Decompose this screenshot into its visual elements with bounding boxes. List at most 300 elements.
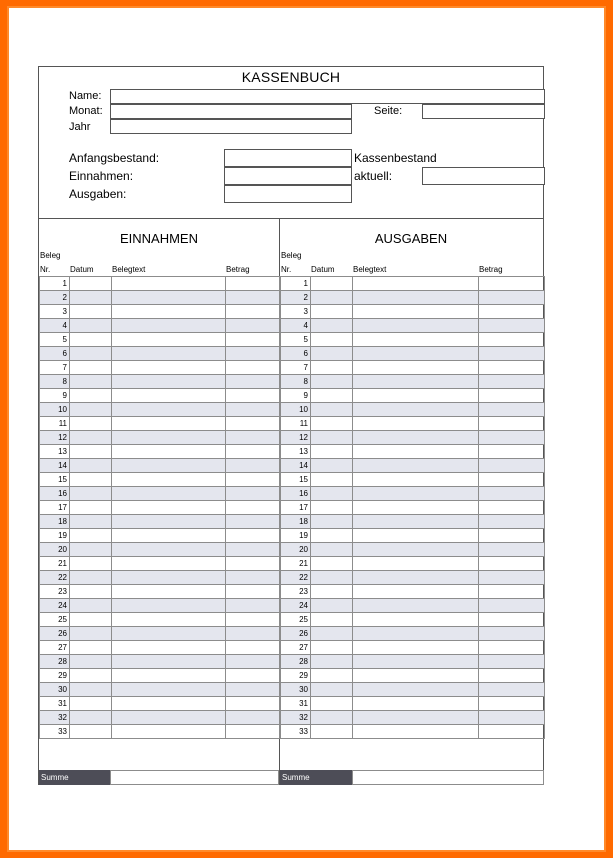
ausgaben-table-row [281, 571, 545, 585]
ausgaben-betrag-cell[interactable] [479, 445, 545, 459]
einnahmen-betrag-cell[interactable] [226, 487, 280, 501]
ausgaben-row-number: 22 [281, 571, 311, 585]
ausgaben-betrag-cell[interactable] [479, 347, 545, 361]
einnahmen-belegtext-cell[interactable] [112, 613, 226, 627]
ausgaben-datum-cell[interactable] [311, 585, 353, 599]
einnahmen-betrag-cell[interactable] [226, 613, 280, 627]
einnahmen-betrag-cell[interactable] [226, 543, 280, 557]
einnahmen-datum-cell[interactable] [70, 585, 112, 599]
einnahmen-belegtext-cell[interactable] [112, 515, 226, 529]
einnahmen-row-number: 18 [40, 515, 70, 529]
einnahmen-row-number: 16 [40, 487, 70, 501]
einnahmen-datum-cell[interactable] [70, 599, 112, 613]
einnahmen-datum-cell[interactable] [70, 529, 112, 543]
ausgaben-table [280, 276, 545, 739]
ausgaben-datum-cell[interactable] [311, 347, 353, 361]
ausgaben-betrag-cell[interactable] [479, 403, 545, 417]
einnahmen-betrag-cell[interactable] [226, 655, 280, 669]
einnahmen-row-number: 3 [40, 305, 70, 319]
ausgaben-belegtext-cell[interactable] [353, 557, 479, 571]
einnahmen-datum-cell[interactable] [70, 277, 112, 291]
ausgaben-betrag-cell[interactable] [479, 557, 545, 571]
ausgaben-belegtext-cell[interactable] [353, 291, 479, 305]
einnahmen-betrag-cell[interactable] [226, 501, 280, 515]
einnahmen-belegtext-cell[interactable] [112, 697, 226, 711]
ausgaben-row-number: 25 [281, 613, 311, 627]
ausgaben-betrag-cell[interactable] [479, 543, 545, 557]
einnahmen-belegtext-cell[interactable] [112, 431, 226, 445]
einnahmen-belegtext-cell[interactable] [112, 501, 226, 515]
ausgaben-belegtext-cell[interactable] [353, 515, 479, 529]
ausgaben-row-number: 19 [281, 529, 311, 543]
einnahmen-datum-cell[interactable] [70, 501, 112, 515]
ausgaben-datum-cell[interactable] [311, 417, 353, 431]
einnahmen-belegtext-cell[interactable] [112, 599, 226, 613]
einnahmen-table-row [40, 431, 280, 445]
einnahmen-betrag-cell[interactable] [226, 669, 280, 683]
anfangsbestand-field[interactable] [224, 149, 352, 167]
einnahmen-betrag-cell[interactable] [226, 683, 280, 697]
ausgaben-row-number: 30 [281, 683, 311, 697]
ausgaben-datum-cell[interactable] [311, 627, 353, 641]
einnahmen-belegtext-cell[interactable] [112, 389, 226, 403]
einnahmen-datum-cell[interactable] [70, 291, 112, 305]
ausgaben-table-row [281, 305, 545, 319]
einnahmen-betrag-cell[interactable] [226, 305, 280, 319]
einnahmen-betrag-cell[interactable] [226, 697, 280, 711]
einnahmen-betrag-cell[interactable] [226, 417, 280, 431]
ausgaben-sum-field[interactable] [224, 185, 352, 203]
einnahmen-betrag-cell[interactable] [226, 319, 280, 333]
einnahmen-table-row [40, 417, 280, 431]
ausgaben-betrag-cell[interactable] [479, 431, 545, 445]
ausgaben-belegtext-cell[interactable] [353, 333, 479, 347]
einnahmen-datum-cell[interactable] [70, 543, 112, 557]
einnahmen-belegtext-cell[interactable] [112, 669, 226, 683]
ausgaben-datum-cell[interactable] [311, 655, 353, 669]
einnahmen-table-row [40, 669, 280, 683]
ausgaben-table-row [281, 389, 545, 403]
ausgaben-betrag-cell[interactable] [479, 529, 545, 543]
ausgaben-table-row [281, 585, 545, 599]
ausgaben-table-row [281, 459, 545, 473]
ausgaben-datum-cell[interactable] [311, 529, 353, 543]
ausgaben-datum-cell[interactable] [311, 557, 353, 571]
ausgaben-datum-cell[interactable] [311, 641, 353, 655]
ausgaben-datum-cell[interactable] [311, 277, 353, 291]
ausgaben-row-number: 33 [281, 725, 311, 739]
einnahmen-row-number: 21 [40, 557, 70, 571]
ausgaben-betrag-cell[interactable] [479, 571, 545, 585]
ausgaben-betrag-cell[interactable] [479, 641, 545, 655]
einnahmen-betrag-cell[interactable] [226, 515, 280, 529]
einnahmen-table-row [40, 683, 280, 697]
ausgaben-belegtext-cell[interactable] [353, 613, 479, 627]
einnahmen-table-row [40, 501, 280, 515]
einnahmen-datum-cell[interactable] [70, 305, 112, 319]
ausgaben-col-nr: Nr. [281, 265, 292, 274]
ausgaben-datum-cell[interactable] [311, 361, 353, 375]
ausgaben-betrag-cell[interactable] [479, 669, 545, 683]
einnahmen-belegtext-cell[interactable] [112, 459, 226, 473]
ausgaben-datum-cell[interactable] [311, 543, 353, 557]
einnahmen-datum-cell[interactable] [70, 375, 112, 389]
einnahmen-belegtext-cell[interactable] [112, 571, 226, 585]
einnahmen-belegtext-cell[interactable] [112, 543, 226, 557]
ausgaben-betrag-cell[interactable] [479, 683, 545, 697]
ausgaben-table-row [281, 501, 545, 515]
ausgaben-row-number: 5 [281, 333, 311, 347]
einnahmen-datum-cell[interactable] [70, 361, 112, 375]
ausgaben-datum-cell[interactable] [311, 333, 353, 347]
einnahmen-table-row [40, 711, 280, 725]
einnahmen-datum-cell[interactable] [70, 641, 112, 655]
monat-field[interactable] [110, 104, 352, 119]
einnahmen-belegtext-cell[interactable] [112, 361, 226, 375]
ausgaben-betrag-cell[interactable] [479, 627, 545, 641]
einnahmen-row-number: 11 [40, 417, 70, 431]
ausgaben-belegtext-cell[interactable] [353, 347, 479, 361]
einnahmen-belegtext-cell[interactable] [112, 557, 226, 571]
ausgaben-row-number: 23 [281, 585, 311, 599]
einnahmen-sum-label: Einnahmen: [69, 169, 134, 183]
ausgaben-table-row [281, 445, 545, 459]
ausgaben-row-number: 28 [281, 655, 311, 669]
einnahmen-betrag-cell[interactable] [226, 473, 280, 487]
ausgaben-table-row [281, 557, 545, 571]
einnahmen-table-row [40, 361, 280, 375]
name-field[interactable] [110, 89, 545, 104]
ausgaben-betrag-cell[interactable] [479, 305, 545, 319]
einnahmen-col-datum: Datum [70, 265, 94, 274]
ausgaben-belegtext-cell[interactable] [353, 543, 479, 557]
ausgaben-table-row [281, 683, 545, 697]
einnahmen-row-number: 20 [40, 543, 70, 557]
ausgaben-datum-cell[interactable] [311, 403, 353, 417]
ausgaben-betrag-cell[interactable] [479, 333, 545, 347]
ausgaben-datum-cell[interactable] [311, 711, 353, 725]
einnahmen-belegtext-cell[interactable] [112, 473, 226, 487]
ausgaben-betrag-cell[interactable] [479, 389, 545, 403]
einnahmen-betrag-cell[interactable] [226, 627, 280, 641]
ausgaben-belegtext-cell[interactable] [353, 361, 479, 375]
ausgaben-belegtext-cell[interactable] [353, 697, 479, 711]
einnahmen-table-row [40, 725, 280, 739]
ausgaben-belegtext-cell[interactable] [353, 277, 479, 291]
einnahmen-datum-cell[interactable] [70, 459, 112, 473]
einnahmen-datum-cell[interactable] [70, 613, 112, 627]
ausgaben-belegtext-cell[interactable] [353, 417, 479, 431]
einnahmen-col-nr: Nr. [40, 265, 51, 274]
kassenbestand-field[interactable] [422, 167, 545, 185]
einnahmen-betrag-cell[interactable] [226, 375, 280, 389]
monat-label: Monat: [69, 105, 103, 117]
ausgaben-betrag-cell[interactable] [479, 585, 545, 599]
ausgaben-belegtext-cell[interactable] [353, 655, 479, 669]
einnahmen-belegtext-cell[interactable] [112, 403, 226, 417]
ausgaben-table-row [281, 655, 545, 669]
einnahmen-betrag-cell[interactable] [226, 445, 280, 459]
ausgaben-belegtext-cell[interactable] [353, 711, 479, 725]
ausgaben-belegtext-cell[interactable] [353, 585, 479, 599]
ausgaben-belegtext-cell[interactable] [353, 459, 479, 473]
ausgaben-datum-cell[interactable] [311, 571, 353, 585]
einnahmen-betrag-cell[interactable] [226, 403, 280, 417]
einnahmen-table-row [40, 627, 280, 641]
einnahmen-datum-cell[interactable] [70, 725, 112, 739]
ausgaben-table-row [281, 641, 545, 655]
ausgaben-belegtext-cell[interactable] [353, 473, 479, 487]
einnahmen-betrag-cell[interactable] [226, 599, 280, 613]
ausgaben-row-number: 32 [281, 711, 311, 725]
ausgaben-table-row [281, 487, 545, 501]
ausgaben-belegtext-cell[interactable] [353, 501, 479, 515]
ausgaben-betrag-cell[interactable] [479, 473, 545, 487]
ausgaben-sum-label: Ausgaben: [69, 187, 127, 201]
ausgaben-betrag-cell[interactable] [479, 599, 545, 613]
ausgaben-belegtext-cell[interactable] [353, 431, 479, 445]
einnahmen-table-row [40, 641, 280, 655]
ausgaben-datum-cell[interactable] [311, 613, 353, 627]
einnahmen-datum-cell[interactable] [70, 319, 112, 333]
einnahmen-betrag-cell[interactable] [226, 529, 280, 543]
einnahmen-belegtext-cell[interactable] [112, 347, 226, 361]
einnahmen-belegtext-cell[interactable] [112, 683, 226, 697]
einnahmen-betrag-cell[interactable] [226, 725, 280, 739]
ausgaben-belegtext-cell[interactable] [353, 627, 479, 641]
ausgaben-row-number: 26 [281, 627, 311, 641]
einnahmen-row-number: 5 [40, 333, 70, 347]
einnahmen-betrag-cell[interactable] [226, 557, 280, 571]
ausgaben-table-row [281, 277, 545, 291]
ausgaben-betrag-cell[interactable] [479, 361, 545, 375]
ausgaben-belegtext-cell[interactable] [353, 641, 479, 655]
ausgaben-betrag-cell[interactable] [479, 375, 545, 389]
einnahmen-betrag-cell[interactable] [226, 361, 280, 375]
ausgaben-betrag-cell[interactable] [479, 515, 545, 529]
einnahmen-belegtext-cell[interactable] [112, 445, 226, 459]
einnahmen-table-row [40, 277, 280, 291]
ausgaben-belegtext-cell[interactable] [353, 669, 479, 683]
ausgaben-table-row [281, 627, 545, 641]
einnahmen-belegtext-cell[interactable] [112, 487, 226, 501]
ausgaben-table-row [281, 473, 545, 487]
einnahmen-row-number: 2 [40, 291, 70, 305]
ausgaben-betrag-cell[interactable] [479, 459, 545, 473]
section-divider [39, 218, 543, 219]
einnahmen-table-row [40, 697, 280, 711]
einnahmen-belegtext-cell[interactable] [112, 725, 226, 739]
einnahmen-row-number: 15 [40, 473, 70, 487]
einnahmen-datum-cell[interactable] [70, 473, 112, 487]
ausgaben-datum-cell[interactable] [311, 389, 353, 403]
einnahmen-datum-cell[interactable] [70, 431, 112, 445]
ausgaben-belegtext-cell[interactable] [353, 487, 479, 501]
ausgaben-datum-cell[interactable] [311, 431, 353, 445]
ausgaben-belegtext-cell[interactable] [353, 319, 479, 333]
jahr-field[interactable] [110, 119, 352, 134]
einnahmen-row-number: 27 [40, 641, 70, 655]
einnahmen-datum-cell[interactable] [70, 445, 112, 459]
ausgaben-datum-cell[interactable] [311, 473, 353, 487]
einnahmen-betrag-cell[interactable] [226, 347, 280, 361]
einnahmen-datum-cell[interactable] [70, 403, 112, 417]
ausgaben-betrag-cell[interactable] [479, 501, 545, 515]
einnahmen-betrag-cell[interactable] [226, 585, 280, 599]
seite-field[interactable] [422, 104, 545, 119]
ausgaben-table-row [281, 725, 545, 739]
ausgaben-datum-cell[interactable] [311, 375, 353, 389]
einnahmen-belegtext-cell[interactable] [112, 375, 226, 389]
einnahmen-row-number: 9 [40, 389, 70, 403]
ausgaben-table-row [281, 669, 545, 683]
ausgaben-row-number: 1 [281, 277, 311, 291]
einnahmen-belegtext-cell[interactable] [112, 585, 226, 599]
ausgaben-row-number: 16 [281, 487, 311, 501]
ausgaben-belegtext-cell[interactable] [353, 571, 479, 585]
einnahmen-belegtext-cell[interactable] [112, 305, 226, 319]
ausgaben-row-number: 21 [281, 557, 311, 571]
ausgaben-row-number: 24 [281, 599, 311, 613]
einnahmen-datum-cell[interactable] [70, 389, 112, 403]
einnahmen-belegtext-cell[interactable] [112, 641, 226, 655]
ausgaben-datum-cell[interactable] [311, 487, 353, 501]
ausgaben-row-number: 7 [281, 361, 311, 375]
einnahmen-table-row [40, 487, 280, 501]
ausgaben-datum-cell[interactable] [311, 291, 353, 305]
einnahmen-belegtext-cell[interactable] [112, 627, 226, 641]
einnahmen-belegtext-cell[interactable] [112, 529, 226, 543]
ausgaben-table-row [281, 599, 545, 613]
ausgaben-datum-cell[interactable] [311, 515, 353, 529]
einnahmen-betrag-cell[interactable] [226, 333, 280, 347]
ausgaben-table-row [281, 613, 545, 627]
ausgaben-betrag-cell[interactable] [479, 277, 545, 291]
ausgaben-datum-cell[interactable] [311, 725, 353, 739]
ausgaben-row-number: 10 [281, 403, 311, 417]
einnahmen-betrag-cell[interactable] [226, 641, 280, 655]
ausgaben-betrag-cell[interactable] [479, 291, 545, 305]
einnahmen-summe-field[interactable] [110, 770, 279, 785]
einnahmen-betrag-cell[interactable] [226, 291, 280, 305]
ausgaben-belegtext-cell[interactable] [353, 683, 479, 697]
einnahmen-datum-cell[interactable] [70, 557, 112, 571]
ausgaben-betrag-cell[interactable] [479, 711, 545, 725]
ausgaben-datum-cell[interactable] [311, 501, 353, 515]
ausgaben-row-number: 31 [281, 697, 311, 711]
einnahmen-datum-cell[interactable] [70, 655, 112, 669]
einnahmen-belegtext-cell[interactable] [112, 417, 226, 431]
einnahmen-datum-cell[interactable] [70, 711, 112, 725]
einnahmen-table-row [40, 473, 280, 487]
einnahmen-belegtext-cell[interactable] [112, 711, 226, 725]
ausgaben-belegtext-cell[interactable] [353, 599, 479, 613]
einnahmen-col-betrag: Betrag [226, 265, 250, 274]
ausgaben-betrag-cell[interactable] [479, 319, 545, 333]
ausgaben-table-row [281, 529, 545, 543]
ausgaben-datum-cell[interactable] [311, 697, 353, 711]
einnahmen-belegtext-cell[interactable] [112, 319, 226, 333]
einnahmen-datum-cell[interactable] [70, 697, 112, 711]
einnahmen-row-number: 23 [40, 585, 70, 599]
einnahmen-belegtext-cell[interactable] [112, 291, 226, 305]
einnahmen-betrag-cell[interactable] [226, 431, 280, 445]
ausgaben-datum-cell[interactable] [311, 683, 353, 697]
ausgaben-belegtext-cell[interactable] [353, 389, 479, 403]
ausgaben-belegtext-cell[interactable] [353, 445, 479, 459]
ausgaben-table-row [281, 333, 545, 347]
ausgaben-belegtext-cell[interactable] [353, 403, 479, 417]
einnahmen-betrag-cell[interactable] [226, 711, 280, 725]
ausgaben-datum-cell[interactable] [311, 319, 353, 333]
ausgaben-betrag-cell[interactable] [479, 697, 545, 711]
einnahmen-datum-cell[interactable] [70, 515, 112, 529]
ausgaben-row-number: 14 [281, 459, 311, 473]
ausgaben-summe-label: Summe [280, 770, 352, 785]
einnahmen-belegtext-cell[interactable] [112, 333, 226, 347]
ausgaben-belegtext-cell[interactable] [353, 529, 479, 543]
einnahmen-datum-cell[interactable] [70, 487, 112, 501]
ausgaben-betrag-cell[interactable] [479, 487, 545, 501]
ausgaben-table-row [281, 417, 545, 431]
ausgaben-row-number: 20 [281, 543, 311, 557]
einnahmen-datum-cell[interactable] [70, 571, 112, 585]
einnahmen-row-number: 17 [40, 501, 70, 515]
ausgaben-datum-cell[interactable] [311, 305, 353, 319]
ausgaben-betrag-cell[interactable] [479, 613, 545, 627]
ausgaben-datum-cell[interactable] [311, 459, 353, 473]
ausgaben-col-betrag: Betrag [479, 265, 503, 274]
einnahmen-row-number: 10 [40, 403, 70, 417]
einnahmen-table-row [40, 529, 280, 543]
einnahmen-betrag-cell[interactable] [226, 389, 280, 403]
einnahmen-sum-field[interactable] [224, 167, 352, 185]
ausgaben-belegtext-cell[interactable] [353, 725, 479, 739]
einnahmen-betrag-cell[interactable] [226, 571, 280, 585]
einnahmen-betrag-cell[interactable] [226, 277, 280, 291]
ausgaben-belegtext-cell[interactable] [353, 375, 479, 389]
einnahmen-belegtext-cell[interactable] [112, 655, 226, 669]
einnahmen-belegtext-cell[interactable] [112, 277, 226, 291]
ausgaben-betrag-cell[interactable] [479, 725, 545, 739]
einnahmen-datum-cell[interactable] [70, 333, 112, 347]
ausgaben-betrag-cell[interactable] [479, 655, 545, 669]
ausgaben-summe-field[interactable] [352, 770, 544, 785]
einnahmen-table-row [40, 515, 280, 529]
einnahmen-row-number: 22 [40, 571, 70, 585]
ausgaben-datum-cell[interactable] [311, 445, 353, 459]
ausgaben-betrag-cell[interactable] [479, 417, 545, 431]
einnahmen-beleg-label: Beleg [40, 251, 61, 260]
aktuell-label: aktuell: [354, 169, 393, 183]
ausgaben-datum-cell[interactable] [311, 599, 353, 613]
einnahmen-datum-cell[interactable] [70, 627, 112, 641]
einnahmen-betrag-cell[interactable] [226, 459, 280, 473]
ausgaben-datum-cell[interactable] [311, 669, 353, 683]
einnahmen-datum-cell[interactable] [70, 347, 112, 361]
ausgaben-row-number: 29 [281, 669, 311, 683]
kassenbestand-label: Kassenbestand [354, 151, 437, 165]
ausgaben-belegtext-cell[interactable] [353, 305, 479, 319]
einnahmen-datum-cell[interactable] [70, 669, 112, 683]
ausgaben-col-datum: Datum [311, 265, 335, 274]
ausgaben-table-row [281, 697, 545, 711]
einnahmen-datum-cell[interactable] [70, 683, 112, 697]
ausgaben-row-number: 6 [281, 347, 311, 361]
einnahmen-table-row [40, 291, 280, 305]
ausgaben-table-row [281, 319, 545, 333]
einnahmen-datum-cell[interactable] [70, 417, 112, 431]
